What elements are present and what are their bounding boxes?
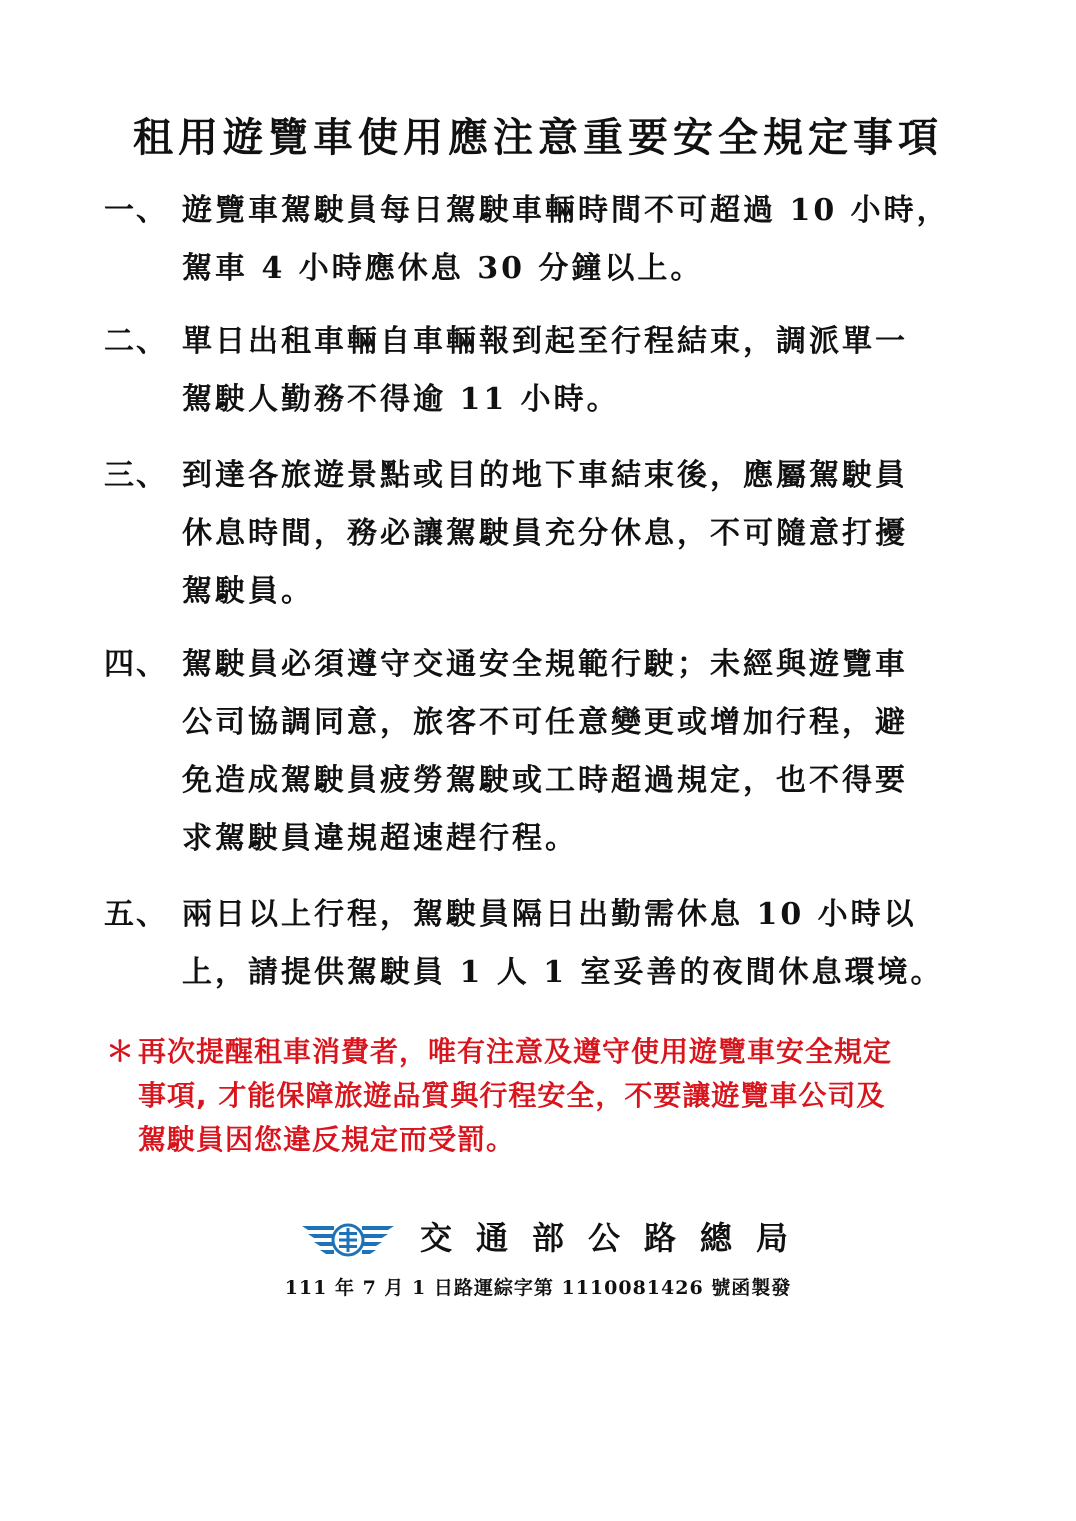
rule-number: 四、 (104, 647, 168, 682)
rule-line: 駕駛員必須遵守交通安全規範行駛；未經與遊覽車 (182, 647, 908, 682)
rule-line: 休息時間，務必讓駕駛員充分休息，不可隨意打擾 (182, 516, 908, 551)
rule-line: 求駕駛員違規超速趕行程。 (182, 821, 578, 856)
rule-line: 兩日以上行程，駕駛員隔日出勤需休息 10 小時以 (182, 897, 917, 932)
reminder-line: 事項, 才能保障旅遊品質與行程安全，不要讓遊覽車公司及 (138, 1079, 886, 1112)
rule-line: 駕車 4 小時應休息 30 分鐘以上。 (182, 251, 704, 286)
rule-item-3 (104, 447, 1004, 621)
reminder-line: 駕駛員因您違反規定而受罰。 (138, 1123, 516, 1156)
organization-name: 交通部公路總局 (420, 1219, 813, 1257)
highway-bureau-logo-icon (298, 1212, 398, 1268)
rule-number: 五、 (104, 897, 168, 932)
rule-number: 一、 (104, 193, 168, 228)
rule-item-2 (104, 313, 1004, 429)
rule-line: 遊覽車駕駛員每日駕駛車輛時間不可超過 10 小時， (182, 193, 950, 228)
page-title: 租用遊覽車使用應注意重要安全規定事項 (133, 114, 943, 161)
rule-line: 駕駛員。 (182, 574, 314, 609)
reminder-text: 再次提醒租車消費者，唯有注意及遵守使用遊覽車安全規定 (138, 1035, 893, 1068)
rule-number: 三、 (104, 458, 168, 493)
reminder-line (106, 1030, 986, 1074)
rule-line: 到達各旅遊景點或目的地下車結束後，應屬駕駛員 (182, 458, 908, 493)
asterisk-icon: ＊ (106, 1035, 136, 1068)
reminder-notice (106, 1030, 986, 1162)
rule-line: 駕駛人勤務不得逾 11 小時。 (182, 382, 620, 417)
rule-line: 單日出租車輛自車輛報到起至行程結束，調派單一 (182, 324, 908, 359)
rule-line: 上，請提供駕駛員 1 人 1 室妥善的夜間休息環境。 (182, 955, 944, 990)
footer (0, 1208, 1076, 1272)
rule-line: 公司協調同意，旅客不可任意變更或增加行程，避 (182, 705, 908, 740)
rule-item-5 (104, 886, 1004, 1002)
issued-note: 111 年 7 月 1 日路運綜字第 1110081426 號函製發 (284, 1277, 792, 1299)
rule-item-1 (104, 182, 1004, 298)
rule-item-4 (104, 636, 1004, 868)
rule-number: 二、 (104, 324, 168, 359)
rule-line: 免造成駕駛員疲勞駕駛或工時超過規定，也不得要 (182, 763, 908, 798)
